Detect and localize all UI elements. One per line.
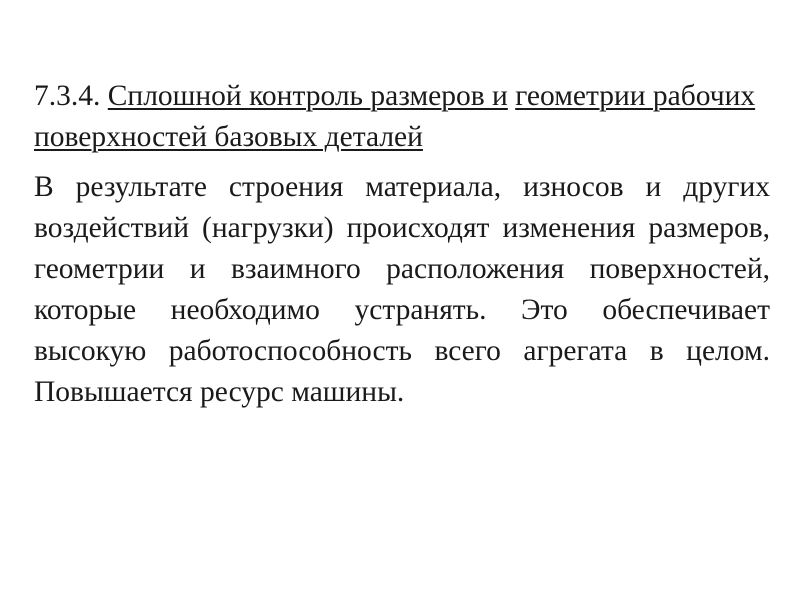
body-paragraph: В результате строения материала, износов и других воздействий (нагрузки) происходят изменения размеров, геометрии и взаимного расположения поверхностей, которые необходимо устранять. Это обеспечивает высокую работоспособность всего агрегата в целом. Повышается ресурс машины. bbox=[34, 171, 770, 408]
slide-content bbox=[34, 76, 770, 413]
section-title-part-2: геометрии рабочих поверхностей базовых деталей bbox=[34, 80, 756, 153]
section-heading bbox=[34, 76, 770, 158]
section-number: 7.3.4. bbox=[34, 80, 101, 112]
section-title-part-1: Сплошной контроль размеров и bbox=[107, 80, 508, 112]
